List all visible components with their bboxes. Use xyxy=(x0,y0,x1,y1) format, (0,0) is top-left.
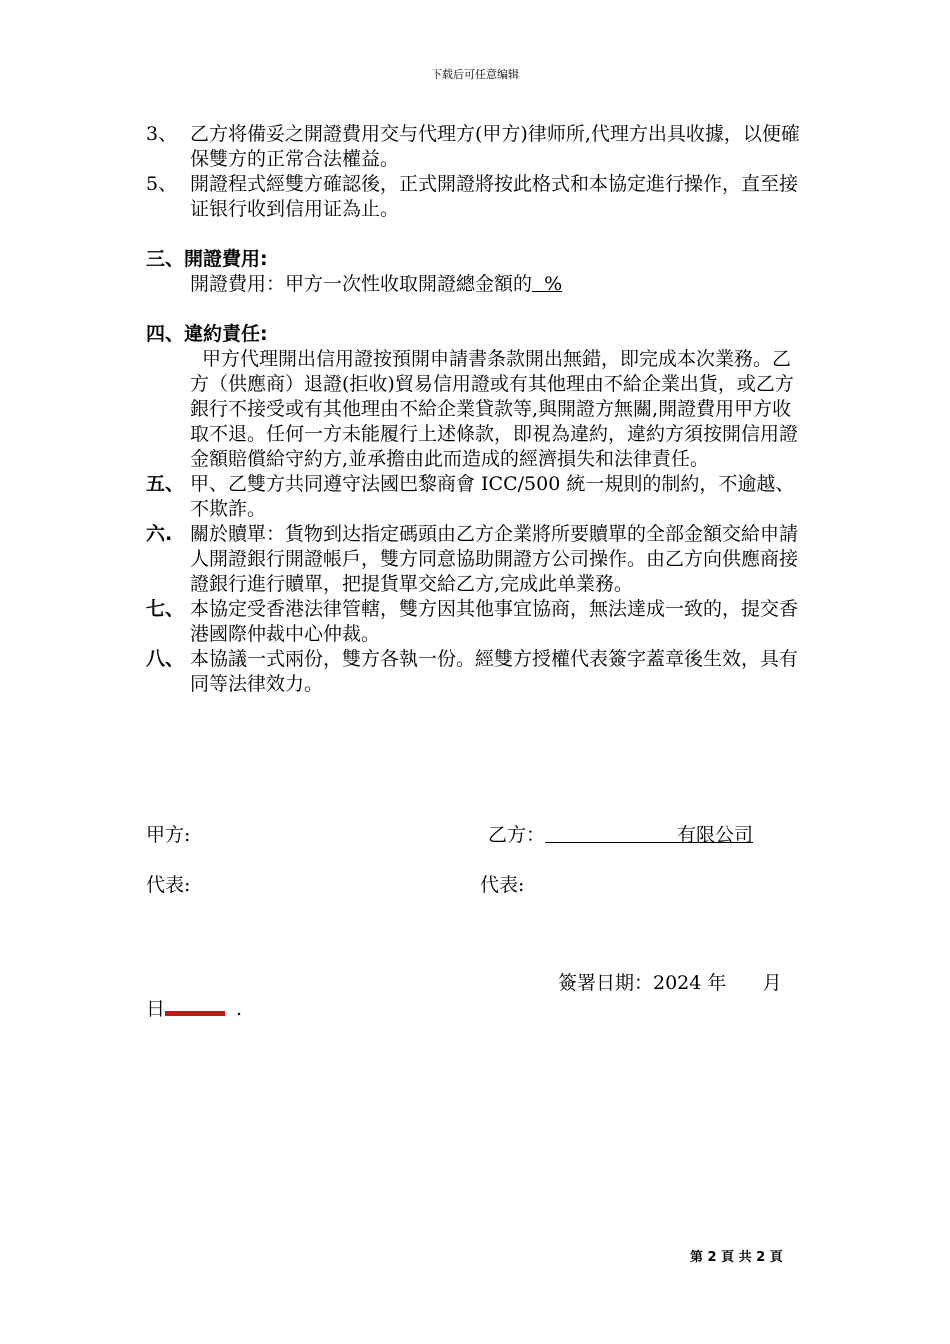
party-b-name-blank xyxy=(545,824,677,843)
section-heading-fees: 三、開證費用: xyxy=(146,248,268,270)
step-number: 5、 xyxy=(146,173,178,195)
clause-text: 本協定受香港法律管轄，雙方因其他事宜協商，無法達成一致的，提交香港國際仲裁中心仲裁。 xyxy=(190,598,799,645)
clause-text: 關於贖單：貨物到达指定碼頭由乙方企業將所要贖單的全部金額交給申請人開證銀行開證帳戶，雙方同意協助開證方公司操作。由乙方向供應商接證銀行進行贖單，把提貨單交給乙方,完成此单業務。 xyxy=(190,523,799,595)
clause-number: 八、 xyxy=(146,648,185,670)
page-footer: 第 2 頁 共 2 頁 xyxy=(690,1250,783,1265)
sign-date-line: 簽署日期：2024 年 月 xyxy=(558,972,782,994)
fees-percent-blank: % xyxy=(532,273,563,295)
clause-text: 甲、乙雙方共同遵守法國巴黎商會 ICC/500 統一規則的制約，不逾越、不欺詐。 xyxy=(190,473,795,520)
rep-b-label: 代表: xyxy=(480,874,525,896)
step-item xyxy=(146,172,808,222)
step-text: 開證程式經雙方確認後，正式開證將按此格式和本協定進行操作，直至接证银行收到信用证為止。 xyxy=(190,173,799,220)
party-b-label: 乙方： xyxy=(488,824,546,846)
step-number: 3、 xyxy=(146,123,178,145)
sign-day-end: . xyxy=(236,998,243,1020)
red-redaction-mark xyxy=(165,1011,225,1016)
clause-item xyxy=(146,472,808,522)
step-item xyxy=(146,122,808,172)
clause-item xyxy=(146,522,808,597)
rep-a-label: 代表: xyxy=(146,874,191,896)
breach-paragraph: 甲方代理開出信用證按預開申請書条款開出無錯，即完成本次業務。乙方（供應商）退證(拒收)貿易信用證或有其他理由不給企業出貨，或乙方銀行不接受或有其他理由不給企業貸款等,與開證方無關,開證費用甲方收取不退。任何一方未能履行上述條款，即視為違約，違約方須按開信用證金額賠償給守約方,並承擔由此而造成的經濟損失和法律責任。 xyxy=(190,348,799,470)
clause-number: 六. xyxy=(146,523,173,545)
party-a-label: 甲方: xyxy=(146,824,191,846)
fees-paragraph xyxy=(146,272,808,297)
page-header: 下载后可任意编辑 xyxy=(431,68,519,81)
clause-item xyxy=(146,647,808,697)
document-body xyxy=(146,122,808,697)
clause-number: 五、 xyxy=(146,473,185,495)
clause-text: 本協議一式兩份，雙方各執一份。經雙方授權代表簽字蓋章後生效，具有同等法律效力。 xyxy=(190,648,799,695)
clause-item xyxy=(146,597,808,647)
step-text: 乙方将備妥之開證費用交与代理方(甲方)律师所,代理方出具收據，以便確保雙方的正常合法權益。 xyxy=(190,123,800,170)
section-heading-breach: 四、違約責任: xyxy=(146,323,268,345)
party-b-company: 有限公司 xyxy=(677,824,754,846)
fees-text: 開證費用：甲方一次性收取開證總金額的 xyxy=(190,273,533,295)
sign-day-label: 日 xyxy=(146,998,166,1020)
party-b-line xyxy=(488,823,753,848)
clause-number: 七、 xyxy=(146,598,185,620)
